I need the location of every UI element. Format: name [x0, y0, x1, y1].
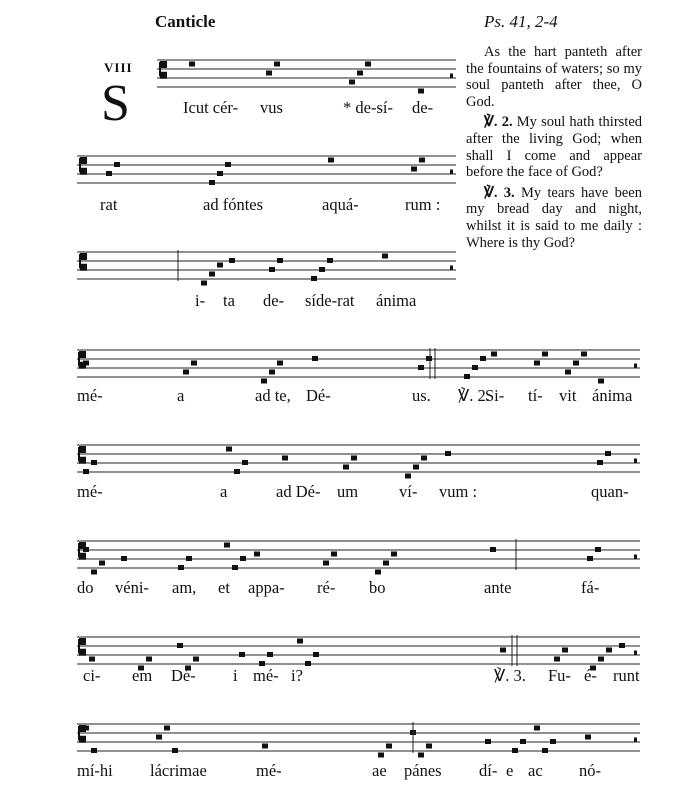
lyric-syllable: Dé- — [171, 666, 196, 685]
neume-note — [232, 565, 238, 570]
lyric-syllable: * de-sí- — [343, 98, 393, 117]
neume-note — [383, 561, 389, 566]
neume-note — [490, 547, 496, 552]
neume-note — [418, 753, 424, 758]
translation-line: My soul hath thirsted after the living God; when shall I come and appear before the face of God? — [466, 114, 643, 181]
neume-note — [378, 753, 384, 758]
custos-mark — [634, 555, 637, 559]
neume-note — [201, 281, 207, 286]
neume-note — [191, 361, 197, 366]
lyric-syllable: ánima — [592, 386, 633, 405]
neume-note — [146, 657, 152, 662]
lyric-syllable: ad Dé- — [276, 482, 321, 501]
neume-note — [357, 71, 363, 76]
neume-note — [312, 356, 318, 361]
neume-note — [83, 726, 89, 731]
lyric-syllable: mé- — [77, 482, 103, 501]
lyric-syllable: us. — [412, 386, 431, 405]
neume-note — [573, 361, 579, 366]
neume-note — [413, 465, 419, 470]
neume-note — [277, 361, 283, 366]
verse-marker: ℣. 2. — [484, 114, 513, 131]
neume-note — [164, 726, 170, 731]
neume-note — [311, 276, 317, 281]
neume-note — [419, 158, 425, 163]
neume-note — [585, 735, 591, 740]
neume-note — [217, 263, 223, 268]
neume-note — [542, 748, 548, 753]
lyric-syllable: ℣. 3. — [494, 666, 526, 685]
neume-note — [319, 267, 325, 272]
lyric-syllable: mé- — [77, 386, 103, 405]
neume-note — [156, 735, 162, 740]
lyric-syllable: Dé- — [306, 386, 331, 405]
lyric-syllable: ae — [372, 761, 387, 780]
page-title: Canticle — [155, 12, 216, 31]
lyric-syllable: a — [177, 386, 185, 405]
neume-note — [606, 648, 612, 653]
staff — [77, 350, 640, 384]
neume-note — [177, 643, 183, 648]
staff — [77, 252, 456, 286]
neume-note — [411, 167, 417, 172]
lyric-syllable: ad fóntes — [203, 195, 264, 214]
verse-marker: ℣. 3. — [484, 184, 515, 201]
neume-note — [605, 451, 611, 456]
lyric-syllable: i- — [195, 291, 206, 310]
initial-letter: S — [101, 75, 130, 132]
neume-note — [351, 456, 357, 461]
neume-note — [209, 180, 215, 185]
neume-note — [386, 744, 392, 749]
neume-note — [89, 657, 95, 662]
neume-note — [282, 456, 288, 461]
neume-note — [331, 552, 337, 557]
neume-note — [225, 162, 231, 167]
neume-note — [99, 561, 105, 566]
lyric-syllable: quan- — [591, 482, 629, 501]
staff — [157, 60, 456, 94]
lyric-syllable: em — [132, 666, 153, 685]
neume-note — [327, 258, 333, 263]
neume-note — [277, 258, 283, 263]
neume-note — [172, 748, 178, 753]
neume-note — [598, 657, 604, 662]
neume-note — [464, 374, 470, 379]
neume-note — [328, 158, 334, 163]
lyric-syllable: Icut cér- — [183, 98, 239, 117]
lyric-syllable: de- — [412, 98, 434, 117]
clef-icon — [80, 158, 86, 174]
lyric-syllable: i — [233, 666, 238, 685]
lyric-syllable: vus — [260, 98, 283, 117]
neume-note — [349, 80, 355, 85]
neume-note — [391, 552, 397, 557]
neume-note — [83, 469, 89, 474]
neume-note — [114, 162, 120, 167]
custos-mark — [634, 651, 637, 655]
staff — [77, 445, 640, 479]
neume-note — [254, 552, 260, 557]
neume-note — [226, 447, 232, 452]
neume-note — [520, 739, 526, 744]
neume-note — [382, 254, 388, 259]
neume-note — [239, 652, 245, 657]
neume-note — [234, 469, 240, 474]
lyric-syllable: vum : — [439, 482, 478, 501]
neume-note — [261, 379, 267, 384]
neume-note — [178, 565, 184, 570]
lyric-syllable: e — [506, 761, 514, 780]
neume-note — [274, 62, 280, 67]
neume-note — [305, 661, 311, 666]
psalm-reference: Ps. 41, 2-4 — [484, 12, 558, 31]
custos-mark — [450, 170, 453, 174]
neume-note — [619, 643, 625, 648]
neume-note — [183, 370, 189, 375]
neume-note — [262, 744, 268, 749]
neume-note — [83, 547, 89, 552]
neume-note — [229, 258, 235, 263]
neume-note — [491, 352, 497, 357]
lyric-syllable: Fu- — [548, 666, 571, 685]
neume-note — [365, 62, 371, 67]
neume-note — [418, 365, 424, 370]
lyric-syllable: ré- — [317, 578, 336, 597]
lyric-syllable: pánes — [404, 761, 442, 780]
neume-note — [598, 379, 604, 384]
lyric-syllable: rat — [100, 195, 118, 214]
lyric-syllable: ac — [528, 761, 543, 780]
mode-number: VIII — [104, 60, 133, 75]
neume-note — [445, 451, 451, 456]
lyric-syllable: tí- — [528, 386, 543, 405]
neume-note — [189, 62, 195, 67]
neume-note — [418, 89, 424, 94]
neume-note — [91, 570, 97, 575]
neume-note — [534, 361, 540, 366]
neume-note — [426, 744, 432, 749]
custos-mark — [450, 266, 453, 270]
neume-note — [193, 657, 199, 662]
custos-mark — [450, 74, 453, 78]
lyric-syllable: ℣. 2. — [458, 386, 490, 405]
neume-note — [91, 460, 97, 465]
neume-note — [542, 352, 548, 357]
neume-note — [565, 370, 571, 375]
lyric-syllable: nó- — [579, 761, 601, 780]
lyric-syllable: mé- — [256, 761, 282, 780]
translation-line: As the hart panteth after the fountains of waters; so my soul panteth after thee, O God. — [466, 44, 642, 110]
neume-note — [91, 748, 97, 753]
staff — [77, 724, 640, 758]
neume-note — [512, 748, 518, 753]
lyric-syllable: et — [218, 578, 230, 597]
neume-note — [297, 639, 303, 644]
lyric-syllable: véni- — [115, 578, 149, 597]
lyric-syllable: dí- — [479, 761, 498, 780]
neume-note — [269, 370, 275, 375]
neume-note — [550, 739, 556, 744]
lyric-syllable: ci- — [83, 666, 101, 685]
neume-note — [534, 726, 540, 731]
neume-note — [267, 652, 273, 657]
lyric-syllable: ad te, — [255, 386, 291, 405]
lyric-syllable: fá- — [581, 578, 600, 597]
neume-note — [209, 272, 215, 277]
lyric-syllable: ante — [484, 578, 512, 597]
neume-note — [217, 171, 223, 176]
lyric-syllable: lácrimae — [150, 761, 207, 780]
lyric-syllable: bo — [369, 578, 386, 597]
custos-mark — [634, 459, 637, 463]
neume-note — [343, 465, 349, 470]
clef-icon — [80, 254, 86, 270]
neume-note — [595, 547, 601, 552]
lyric-syllable: de- — [263, 291, 285, 310]
neume-note — [313, 652, 319, 657]
lyric-syllable: síde-rat — [305, 291, 355, 310]
lyric-syllable: ánima — [376, 291, 417, 310]
clef-icon — [160, 62, 166, 78]
lyric-syllable: vit — [559, 386, 577, 405]
clef-icon — [79, 447, 85, 463]
neume-note — [121, 556, 127, 561]
neume-note — [242, 460, 248, 465]
neume-note — [562, 648, 568, 653]
lyric-syllable: mí-hi — [77, 761, 113, 780]
lyric-syllable: runt — [613, 666, 640, 685]
lyric-syllable: Si- — [485, 386, 505, 405]
neume-note — [597, 460, 603, 465]
lyric-syllable: um — [337, 482, 359, 501]
custos-mark — [634, 364, 637, 368]
lyric-syllable: am, — [172, 578, 197, 597]
neume-note — [480, 356, 486, 361]
neume-note — [240, 556, 246, 561]
neume-note — [405, 474, 411, 479]
neume-note — [186, 556, 192, 561]
neume-note — [485, 739, 491, 744]
neume-note — [587, 556, 593, 561]
lyric-syllable: é- — [584, 666, 597, 685]
neume-note — [472, 365, 478, 370]
lyric-syllable: aquá- — [322, 195, 359, 214]
custos-mark — [634, 738, 637, 742]
neume-note — [323, 561, 329, 566]
lyric-syllable: ta — [223, 291, 235, 310]
lyric-syllable: mé- — [253, 666, 279, 685]
neume-note — [83, 361, 89, 366]
lyric-syllable: rum : — [405, 195, 441, 214]
neume-note — [500, 648, 506, 653]
staff — [77, 541, 640, 575]
clef-icon — [79, 639, 85, 655]
neume-note — [266, 71, 272, 76]
translation-line: My tears have been my bread day and night, whilst it is said to me daily : Where is thy God? — [466, 184, 642, 251]
lyric-syllable: i? — [291, 666, 303, 685]
neume-note — [554, 657, 560, 662]
staff — [77, 156, 456, 185]
neume-note — [375, 570, 381, 575]
lyric-syllable: appa- — [248, 578, 285, 597]
neume-note — [269, 267, 275, 272]
neume-note — [224, 543, 230, 548]
lyric-syllable: a — [220, 482, 228, 501]
neume-note — [421, 456, 427, 461]
neume-note — [426, 356, 432, 361]
neume-note — [581, 352, 587, 357]
lyric-syllable: ví- — [399, 482, 418, 501]
lyric-syllable: do — [77, 578, 94, 597]
neume-note — [106, 171, 112, 176]
